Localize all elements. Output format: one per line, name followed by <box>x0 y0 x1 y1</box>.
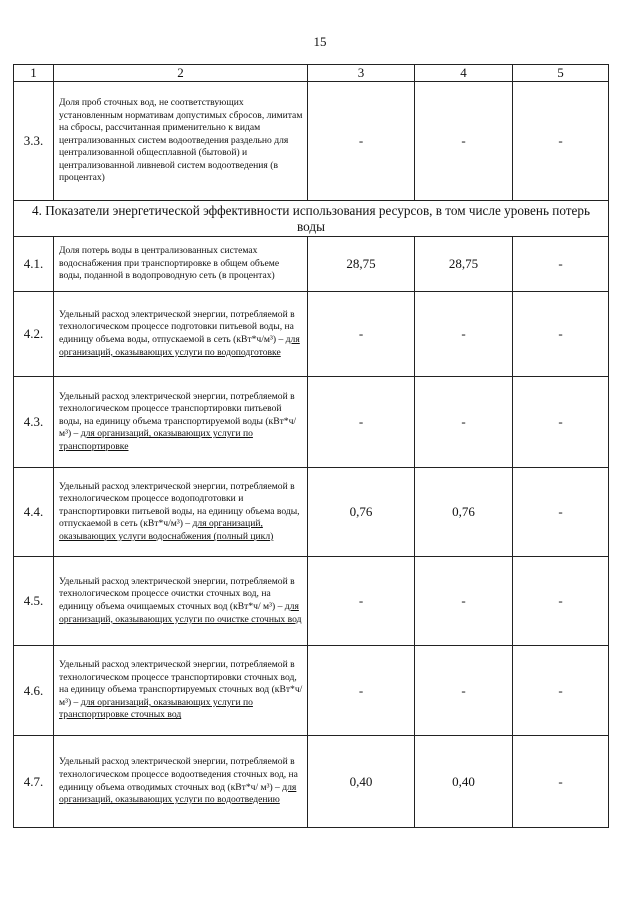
indicators-table <box>13 64 609 828</box>
table-row <box>14 237 609 292</box>
row-value-col3: - <box>308 82 415 201</box>
row-value-col3: 0,76 <box>308 468 415 557</box>
row-value-col3: 0,40 <box>308 736 415 828</box>
row-value-col4: - <box>415 292 513 377</box>
table-row <box>14 557 609 646</box>
section-heading: 4. Показатели энергетической эффективности использования ресурсов, в том числе уровень потерь воды <box>14 201 609 237</box>
row-description: Удельный расход электрической энергии, потребляемой в технологическом процессе подготовки питьевой воды, на единицу объема воды, отпускаемой в сеть (кВт*ч/м³) – для организаций, оказывающих услуги по водоподготовке <box>54 292 308 377</box>
row-value-col5: - <box>513 736 609 828</box>
row-value-col5: - <box>513 646 609 736</box>
row-description: Удельный расход электрической энергии, потребляемой в технологическом процессе очистки сточных вод, на единицу объема очищаемых сточных вод (кВт*ч/ м³) – для организаций, оказывающих услуги по очистке сточных вод <box>54 557 308 646</box>
row-value-col3: - <box>308 646 415 736</box>
row-value-col5: - <box>513 82 609 201</box>
table-header-row <box>14 65 609 82</box>
table-row <box>14 468 609 557</box>
row-number: 3.3. <box>14 82 54 201</box>
header-col-2: 2 <box>54 65 308 82</box>
row-description: Удельный расход электрической энергии, потребляемой в технологическом процессе транспортировки сточных вод, на единицу объема транспортируемых сточных вод (кВт*ч/ м³) – для организаций, оказывающих услуги по транспортировке сточных вод <box>54 646 308 736</box>
row-number: 4.7. <box>14 736 54 828</box>
row-value-col4: 0,76 <box>415 468 513 557</box>
row-description: Доля проб сточных вод, не соответствующих установленным нормативам допустимых сбросов, лимитам на сбросы, рассчитанная применительно к видам централизованных систем водоотведения раздельно для централизованной общесплавной (бытовой) и централизованной ливневой систем водоотведения (в процентах) <box>54 82 308 201</box>
row-value-col5: - <box>513 557 609 646</box>
table-row <box>14 377 609 468</box>
table-row <box>14 736 609 828</box>
row-value-col4: 0,40 <box>415 736 513 828</box>
table-row <box>14 82 609 201</box>
table-row <box>14 292 609 377</box>
section-heading-row <box>14 201 609 237</box>
row-description: Удельный расход электрической энергии, потребляемой в технологическом процессе водоподготовки и транспортировки питьевой воды, на единицу объема воды, отпускаемой в сеть (кВт*ч/м³) – для организаций, оказывающих услуги водоснабжения (полный цикл) <box>54 468 308 557</box>
row-number: 4.6. <box>14 646 54 736</box>
header-col-5: 5 <box>513 65 609 82</box>
row-value-col4: - <box>415 377 513 468</box>
row-number: 4.3. <box>14 377 54 468</box>
row-value-col5: - <box>513 468 609 557</box>
row-value-col4: - <box>415 82 513 201</box>
table-row <box>14 646 609 736</box>
row-number: 4.2. <box>14 292 54 377</box>
row-value-col5: - <box>513 377 609 468</box>
header-col-3: 3 <box>308 65 415 82</box>
row-number: 4.4. <box>14 468 54 557</box>
header-col-4: 4 <box>415 65 513 82</box>
row-description: Доля потерь воды в централизованных системах водоснабжения при транспортировке в общем объеме воды, поданной в водопроводную сеть (в процентах) <box>54 237 308 292</box>
row-value-col4: - <box>415 646 513 736</box>
row-value-col3: - <box>308 377 415 468</box>
row-value-col5: - <box>513 292 609 377</box>
row-value-col3: 28,75 <box>308 237 415 292</box>
row-value-col3: - <box>308 557 415 646</box>
page-number: 15 <box>313 34 327 49</box>
header-col-1: 1 <box>14 65 54 82</box>
row-description: Удельный расход электрической энергии, потребляемой в технологическом процессе водоотведения сточных вод, на единицу объема отводимых сточных вод (кВт*ч/ м³) – для организаций, оказывающих услуги по водоотведению <box>54 736 308 828</box>
row-value-col4: 28,75 <box>415 237 513 292</box>
row-value-col5: - <box>513 237 609 292</box>
row-number: 4.5. <box>14 557 54 646</box>
row-value-col3: - <box>308 292 415 377</box>
row-description: Удельный расход электрической энергии, потребляемой в технологическом процессе транспортировки питьевой воды, на единицу объема транспортируемой воды (кВт*ч/м³) – для организаций, оказывающих услуги по транспортировке <box>54 377 308 468</box>
row-number: 4.1. <box>14 237 54 292</box>
row-value-col4: - <box>415 557 513 646</box>
